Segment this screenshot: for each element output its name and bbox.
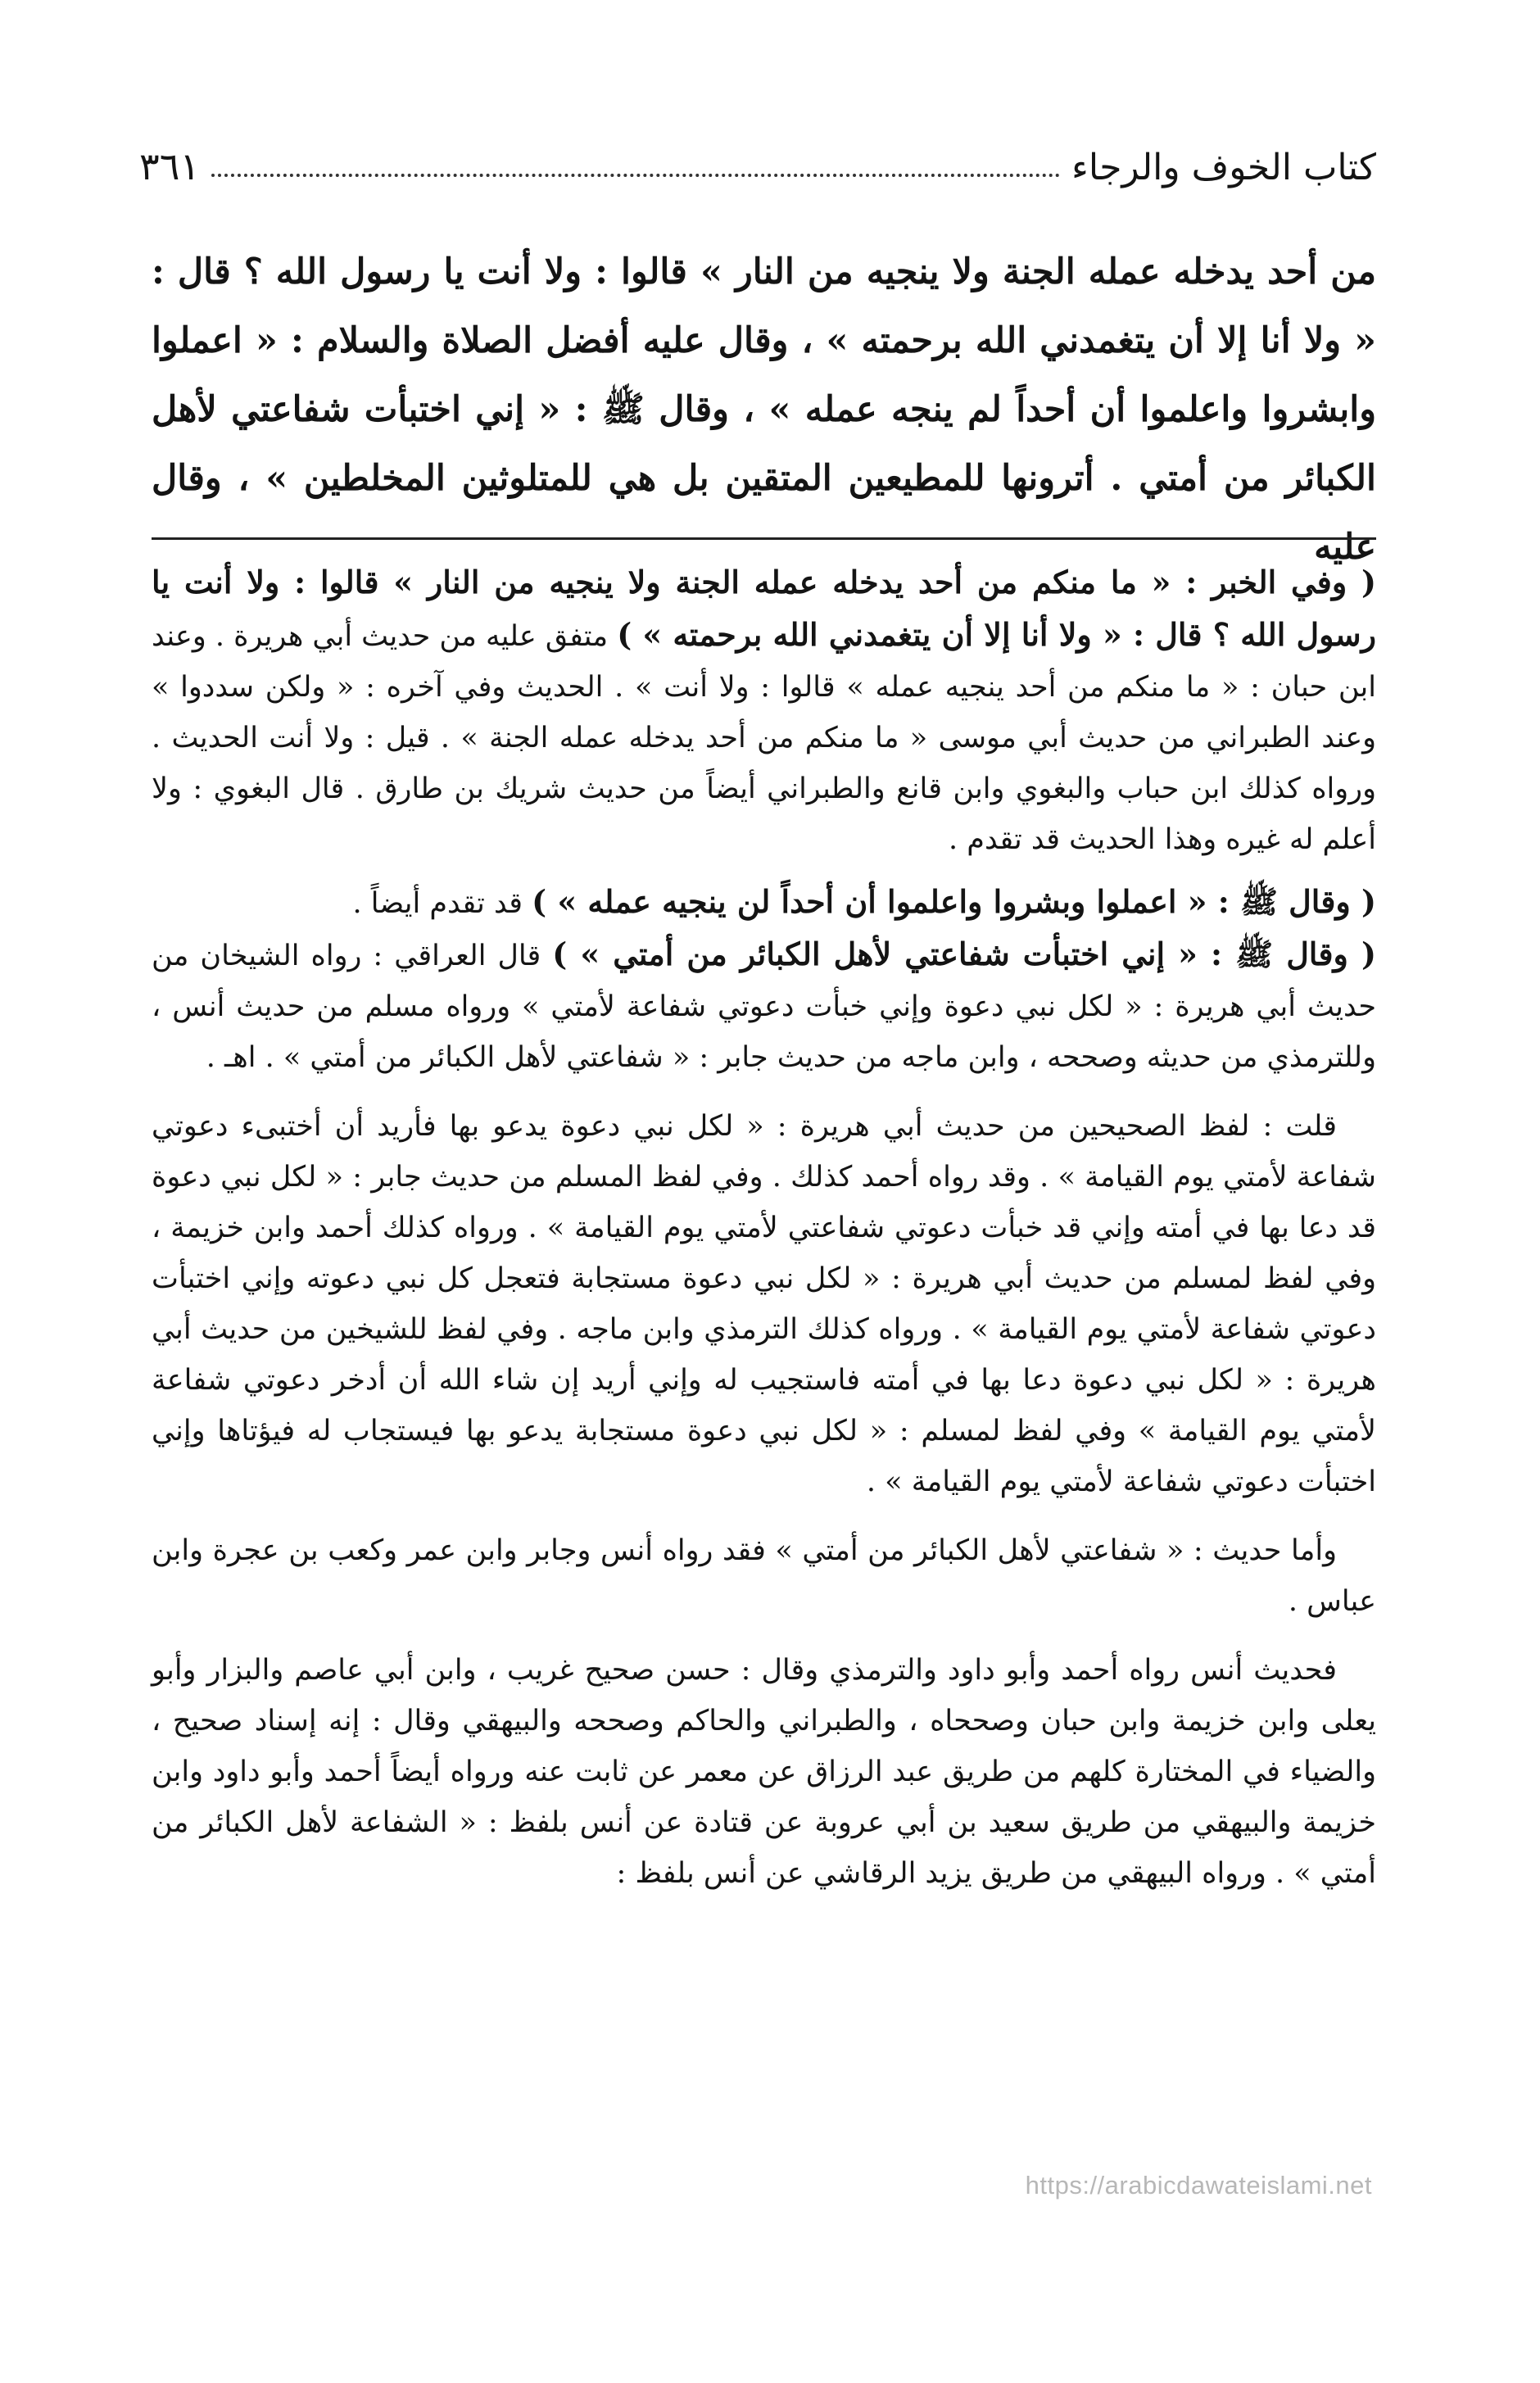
footnote-2-quote: ( وقال ﷺ : « اعملوا وبشروا واعلموا أن أحداً لن ينجيه عمله » ) (532, 883, 1376, 920)
leader-dots (211, 174, 1060, 177)
footnote-2 (152, 877, 1376, 929)
footnote-2-text: قد تقدم أيضاً . (352, 887, 532, 920)
source-watermark: https://arabicdawateislami.net (1025, 2171, 1372, 2200)
footnote-3-quote: ( وقال ﷺ : « إني اختبأت شفاعتي لأهل الكبائر من أمتي » ) (552, 936, 1376, 972)
main-text: من أحد يدخله عمله الجنة ولا ينجيه من النار » قالوا : ولا أنت يا رسول الله ؟ قال : « ولا أنا إلا أن يتغمدني الله برحمته » ، وقال عليه أفضل الصلاة والسلام : « اعملوا وابشروا واعلموا أن أحداً لم ينجه عمله » ، وقال ﷺ : « إني اختبأت شفاعتي لأهل الكبائر من أمتي . أترونها للمطيعين المتقين بل هي للمتلوثين المخلطين » ، وقال عليه (152, 251, 1376, 568)
page-number: ٣٦١ (139, 144, 201, 188)
footnote-5: وأما حديث : « شفاعتي لأهل الكبائر من أمتي » فقد رواه أنس وجابر وابن عمر وكعب بن عجرة وابن عباس . (152, 1534, 1376, 1618)
footnote-1 (152, 557, 1376, 865)
chapter-title: كتاب الخوف والرجاء (1071, 147, 1376, 188)
footnote-4: قلت : لفظ الصحيحين من حديث أبي هريرة : « لكل نبي دعوة يدعو بها فأريد أن أختبىء دعوتي شفاعة لأمتي يوم القيامة » . وقد رواه أحمد كذلك . وفي لفظ المسلم من حديث جابر : « لكل نبي دعوة قد دعا بها في أمته وإني قد خبأت دعوتي شفاعتي لأمتي يوم القيامة » . ورواه كذلك أحمد وابن خزيمة ، وفي لفظ لمسلم من حديث أبي هريرة : « لكل نبي دعوة مستجابة فتعجل كل نبي دعوته وإني اختبأت دعوتي شفاعة لأمتي يوم القيامة » . ورواه كذلك الترمذي وابن ماجه . وفي لفظ للشيخين من حديث أبي هريرة : « لكل نبي دعوة دعا بها في أمته فاستجيب له وإني أريد إن شاء الله أن أدخر دعوتي شفاعة لأمتي يوم القيامة » وفي لفظ لمسلم : « لكل نبي دعوة مستجابة يدعو بها فيستجاب له فيؤتاها وإني اختبأت دعوتي شفاعة لأمتي يوم القيامة » . (152, 1110, 1376, 1498)
footnote-6: فحديث أنس رواه أحمد وأبو داود والترمذي وقال : حسن صحيح غريب ، وابن أبي عاصم والبزار وأبو يعلى وابن خزيمة وابن حبان وصححاه ، والطبراني والحاكم وصححه والبيهقي وقال : إنه إسناد صحيح ، والضياء في المختارة كلهم من طريق عبد الرزاق عن معمر عن ثابت عنه ورواه أيضاً أحمد وأبو داود وابن خزيمة والبيهقي من طريق سعيد بن أبي عروبة عن قتادة عن أنس بلفظ : « الشفاعة لأهل الكبائر من أمتي » . ورواه البيهقي من طريق يزيد الرقاشي عن أنس بلفظ : (152, 1654, 1376, 1890)
footnote-3 (152, 929, 1376, 1083)
footnote-1-quote: ( وفي الخبر : « ما منكم من أحد يدخله عمله الجنة ولا ينجيه من النار » قالوا : ولا أنت يا رسول الله ؟ قال : « ولا أنا إلا أن يتغمدني الله برحمته » ) (152, 564, 1376, 653)
footnotes (152, 557, 1376, 1899)
footnote-3-text: قال العراقي : رواه الشيخان من حديث أبي هريرة : « لكل نبي دعوة وإني خبأت دعوتي شفاعة لأمتي » ورواه مسلم من حديث أنس ، وللترمذي من حديثه وصححه ، وابن ماجه من حديث جابر : « شفاعتي لأهل الكبائر من أمتي » . اهـ . (152, 940, 1376, 1074)
footnote-divider (152, 537, 1376, 540)
footnote-1-text: متفق عليه من حديث أبي هريرة . وعند ابن حبان : « ما منكم من أحد ينجيه عمله » قالوا : ولا أنت » . الحديث وفي آخره : « ولكن سددوا » وعند الطبراني من حديث أبي موسى « ما منكم من أحد يدخله عمله الجنة » . قيل : ولا أنت الحديث . ورواه كذلك ابن حباب والبغوي وابن قانع والطبراني أيضاً من حديث شريك بن طارق . قال البغوي : ولا أعلم له غيره وهذا الحديث قد تقدم . (152, 620, 1376, 856)
running-header (139, 131, 1376, 188)
